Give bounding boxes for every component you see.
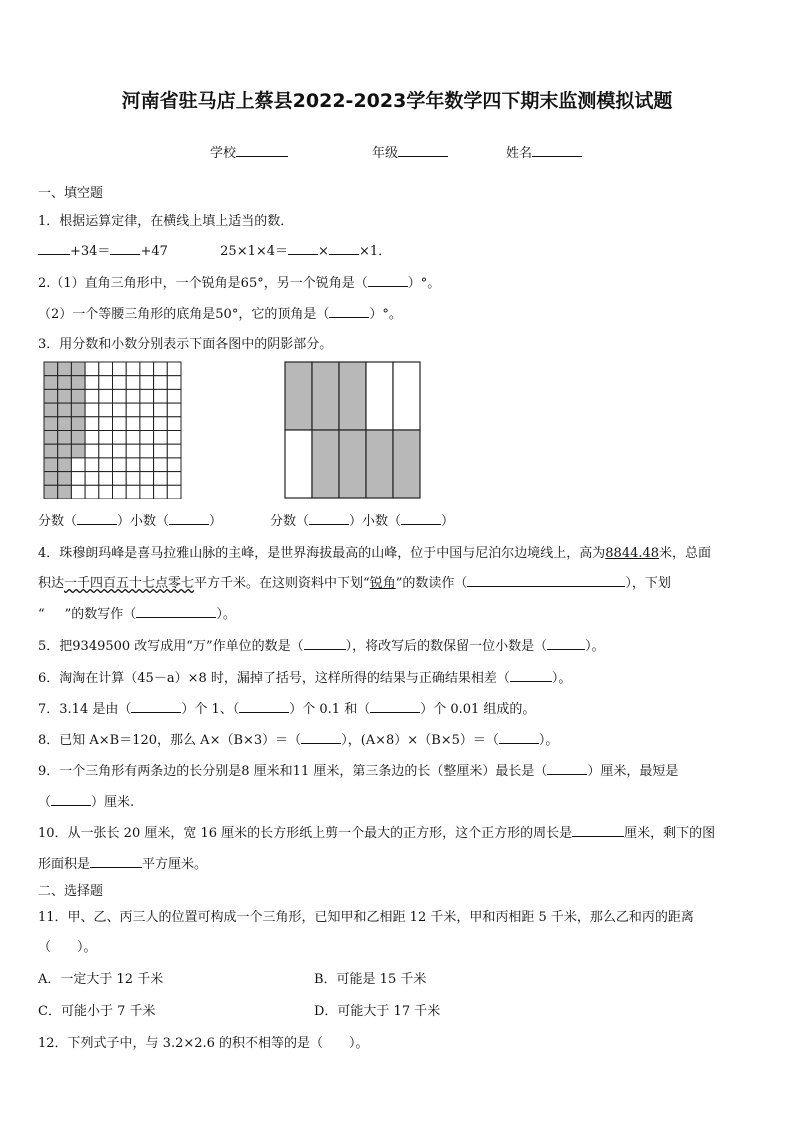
grid-cell-shaded	[58, 362, 72, 376]
strip-cell-shaded	[285, 362, 312, 430]
question-5	[38, 635, 605, 654]
wavy-underlined-number: 一千四百五十七点零七	[64, 576, 195, 591]
grid-cell	[140, 472, 154, 486]
answer-blank[interactable]	[131, 698, 181, 713]
q7-text: ）个 1、（	[181, 702, 240, 717]
grid-cell	[154, 403, 168, 417]
question-2-2	[38, 303, 402, 322]
question-3: 3．用分数和小数分别表示下面各图中的阴影部分。	[38, 337, 333, 352]
grid-cell	[99, 417, 113, 431]
grid-cell	[85, 362, 99, 376]
grid-cell	[167, 403, 181, 417]
grid-cell	[126, 444, 140, 458]
paren-close: ）	[209, 514, 223, 529]
option-d[interactable]: D．可能大于 17 千米	[314, 1004, 441, 1019]
grid-cell	[154, 485, 168, 499]
q2a-text-end: ）°。	[407, 276, 441, 291]
q9-text: 9．一个三角形有两条边的长分别是8 厘米和11 厘米，第三条边的长（整厘米）最长是（	[38, 764, 548, 779]
underlined-number: 8844.48	[605, 546, 660, 561]
q9-text: （	[38, 795, 52, 810]
answer-blank[interactable]	[77, 510, 117, 525]
q4-text: “	[38, 607, 45, 622]
answer-blank[interactable]	[370, 698, 420, 713]
question-11-paren: （ ）。	[38, 940, 97, 955]
grid-cell-shaded	[44, 472, 58, 486]
q1-text-a: +34＝	[70, 244, 111, 259]
answer-blank[interactable]	[547, 635, 585, 650]
grid-cell-shaded	[58, 485, 72, 499]
grade-field[interactable]	[372, 142, 448, 161]
q4-text: 平方千米。在这则资料中下划“	[194, 576, 370, 591]
grid-cell	[140, 403, 154, 417]
grid-cell	[85, 389, 99, 403]
grid-cell	[99, 403, 113, 417]
grid-cell-shaded	[71, 362, 85, 376]
grid-cell	[99, 362, 113, 376]
strip-cell-shaded	[312, 430, 339, 498]
answer-blank[interactable]	[301, 729, 341, 744]
grid-cell	[113, 472, 127, 486]
question-4-line-3	[38, 603, 236, 622]
answer-blank[interactable]	[499, 729, 539, 744]
question-10-line-1	[38, 822, 715, 841]
question-11: 11．甲、乙、丙三人的位置可构成一个三角形，已知甲和乙相距 12 千米，甲和丙相距 5 千米，那么乙和丙的距离	[38, 910, 694, 925]
grid-cell	[167, 417, 181, 431]
q6-text-end: ）。	[551, 671, 572, 686]
grid-cell	[85, 376, 99, 390]
grid-cell	[167, 444, 181, 458]
grid-cell	[154, 458, 168, 472]
question-1: 1．根据运算定律，在横线上填上适当的数．	[38, 214, 294, 229]
q4-text-end: ）。	[216, 607, 236, 622]
grid-cell-shaded	[71, 417, 85, 431]
q5-text: ），将改写后的数保留一位小数是（	[345, 639, 548, 654]
grid-cell-shaded	[71, 376, 85, 390]
answer-blank[interactable]	[90, 853, 142, 868]
q10-text: 厘米，剩下的图	[624, 826, 716, 841]
answer-blank[interactable]	[304, 635, 346, 650]
answer-blank[interactable]	[239, 698, 289, 713]
q10-text: 10．从一张长 20 厘米，宽 16 厘米的长方形纸上剪一个最大的正方形，这个正方形的周长是	[38, 826, 573, 841]
grid-cell	[99, 376, 113, 390]
grid-cell	[99, 472, 113, 486]
grid-cell-shaded	[71, 403, 85, 417]
option-a[interactable]: A．一定大于 12 千米	[38, 972, 164, 987]
page-title: 河南省驻马店上蔡县2022-2023学年数学四下期末监测模拟试题	[121, 90, 673, 112]
answer-blank[interactable]	[510, 667, 552, 682]
grid-cell	[113, 431, 127, 445]
grid-cell	[113, 444, 127, 458]
grid-cell-shaded	[71, 431, 85, 445]
grid-cell	[140, 458, 154, 472]
grid-cell-shaded	[44, 389, 58, 403]
q4-text: ），下划	[625, 576, 671, 591]
grid-cell-shaded	[44, 403, 58, 417]
grid-cell	[113, 403, 127, 417]
grid-cell-shaded	[58, 472, 72, 486]
grid-cell	[113, 376, 127, 390]
grid-cell	[167, 431, 181, 445]
strip-cell	[285, 430, 312, 498]
grid-cell	[140, 389, 154, 403]
grid-cell	[85, 458, 99, 472]
grid-cell-shaded	[44, 417, 58, 431]
question-4-line-2	[38, 572, 671, 591]
answer-blank[interactable]	[572, 822, 624, 837]
grid-cell	[99, 444, 113, 458]
grade-label: 年级	[372, 146, 399, 161]
answer-blank[interactable]	[547, 760, 587, 775]
grid-cell	[140, 431, 154, 445]
grid-cell	[167, 485, 181, 499]
grid-cell	[154, 431, 168, 445]
answer-blank[interactable]	[329, 240, 359, 255]
grid-cell	[167, 389, 181, 403]
grid-cell	[71, 458, 85, 472]
answer-blank[interactable]	[467, 572, 625, 587]
answer-blank[interactable]	[110, 240, 140, 255]
grid-cell	[99, 485, 113, 499]
question-2-1	[38, 272, 440, 291]
grid-cell	[85, 417, 99, 431]
grid-cell	[154, 362, 168, 376]
grid-cell	[85, 472, 99, 486]
grid-cell	[154, 444, 168, 458]
grid-cell-shaded	[58, 458, 72, 472]
decimal-label: ）小数（	[117, 514, 170, 529]
q2b-text: （2）一个等腰三角形的底角是50°，它的顶角是（	[38, 307, 330, 322]
q10-text: 形面积是	[38, 857, 91, 872]
grid-cell	[126, 417, 140, 431]
q9-text: ）厘米，最短是	[587, 764, 679, 779]
q7-text-end: ）个 0.01 组成的。	[420, 702, 536, 717]
q6-text: 6．淘淘在计算（45－a）×8 时，漏掉了括号，这样所得的结果与正确结果相差（	[38, 671, 510, 686]
answer-blank[interactable]	[288, 240, 318, 255]
grid-cell-shaded	[44, 444, 58, 458]
grid-cell	[140, 376, 154, 390]
grid-cell-shaded	[44, 376, 58, 390]
q4-text: 4．珠穆朗玛峰是喜马拉雅山脉的主峰，是世界海拔最高的山峰，位于中国与尼泊尔边境线上，高为	[38, 546, 606, 561]
grid-cell	[154, 376, 168, 390]
fraction-label: 分数（	[38, 514, 78, 529]
question-8	[38, 729, 558, 748]
school-blank[interactable]	[236, 142, 288, 157]
paren-close: ）	[441, 514, 455, 529]
question-9-line-1	[38, 760, 678, 779]
grid-cell	[140, 444, 154, 458]
name-label: 姓名	[506, 146, 533, 161]
q5-text: 5．把9349500 改写成用“万”作单位的数是（	[38, 639, 304, 654]
grid-cell-shaded	[58, 389, 72, 403]
question-12: 12．下列式子中，与 3.2×2.6 的积不相等的是（ ）。	[38, 1036, 369, 1051]
q7-text: ）个 0.1 和（	[289, 702, 371, 717]
grid-cell-shaded	[58, 431, 72, 445]
question-6	[38, 667, 571, 686]
q1-text-b: +47	[140, 244, 168, 259]
grid-cell	[126, 389, 140, 403]
grid-cell-shaded	[58, 403, 72, 417]
strip-cell-shaded	[366, 430, 393, 498]
question-10-line-2	[38, 853, 207, 872]
grid-cell	[126, 376, 140, 390]
fraction-label: 分数（	[270, 514, 310, 529]
grid-cell	[85, 444, 99, 458]
grade-blank[interactable]	[398, 142, 448, 157]
wavy-sample	[45, 607, 65, 622]
grid-cell	[126, 362, 140, 376]
grid-cell-shaded	[44, 485, 58, 499]
q1-text-d: ×	[318, 244, 329, 259]
answer-blank[interactable]	[38, 240, 70, 255]
grid-cell	[140, 362, 154, 376]
grid-cell	[126, 431, 140, 445]
q8-text: 8．已知 A×B＝120，那么 A×（B×3）＝（	[38, 733, 302, 748]
q1-text-e: ×1．	[358, 244, 392, 259]
grid-cell	[167, 458, 181, 472]
q4-text: 积达	[38, 576, 65, 591]
strip-cell-shaded	[339, 430, 366, 498]
grid-cell	[154, 389, 168, 403]
grid-cell-shaded	[44, 431, 58, 445]
grid-cell	[113, 417, 127, 431]
question-7	[38, 698, 535, 717]
figure-1-answer	[38, 510, 222, 529]
strip-cell-shaded	[393, 430, 420, 498]
grid-cell	[167, 376, 181, 390]
grid-cell	[99, 389, 113, 403]
grid-cell-shaded	[58, 444, 72, 458]
question-9-line-2	[38, 791, 134, 810]
q2a-text: 2.（1）直角三角形中，一个锐角是65°，另一个锐角是（	[38, 276, 368, 291]
question-4-line-1	[38, 542, 711, 561]
answer-blank[interactable]	[329, 303, 369, 318]
grid-cell	[126, 472, 140, 486]
grid-cell	[113, 362, 127, 376]
name-field[interactable]	[506, 142, 582, 161]
grid-cell	[99, 431, 113, 445]
grid-cell	[85, 485, 99, 499]
grid-cell	[71, 485, 85, 499]
school-label: 学校	[210, 146, 237, 161]
question-1-blanks	[38, 240, 391, 259]
grid-cell-shaded	[58, 417, 72, 431]
hundred-grid-figure	[43, 361, 182, 499]
grid-cell	[113, 389, 127, 403]
q7-text: 7．3.14 是由（	[38, 702, 132, 717]
q10-text-end: 平方厘米。	[142, 857, 208, 872]
grid-cell	[71, 472, 85, 486]
answer-blank[interactable]	[136, 603, 216, 618]
grid-cell	[126, 458, 140, 472]
grid-cell	[85, 403, 99, 417]
strip-figure	[284, 361, 421, 499]
answer-blank[interactable]	[51, 791, 91, 806]
underline-sample: 锐角	[369, 576, 396, 591]
grid-cell-shaded	[58, 376, 72, 390]
grid-cell	[140, 485, 154, 499]
grid-cell	[154, 417, 168, 431]
q4-text: ”的数读作（	[395, 576, 468, 591]
section-choice: 二、选择题	[38, 884, 104, 899]
answer-blank[interactable]	[401, 510, 441, 525]
q4-text-end: 米，总面	[659, 546, 712, 561]
option-b[interactable]: B．可能是 15 千米	[314, 972, 427, 987]
grid-cell	[99, 458, 113, 472]
strip-cell-shaded	[339, 362, 366, 430]
section-fill-in: 一、填空题	[38, 186, 104, 201]
grid-cell-shaded	[71, 444, 85, 458]
q8-text-end: ）。	[538, 733, 559, 748]
grid-cell	[113, 458, 127, 472]
grid-cell-shaded	[71, 389, 85, 403]
grid-cell	[85, 431, 99, 445]
decimal-label: ）小数（	[349, 514, 402, 529]
q8-text: ），(A×8）×（B×5）＝（	[341, 733, 499, 748]
q1-text-c: 25×1×4＝	[220, 244, 289, 259]
school-field[interactable]	[210, 142, 288, 161]
q4-text: ”的数写作（	[64, 607, 137, 622]
grid-cell-shaded	[44, 458, 58, 472]
grid-cell	[140, 417, 154, 431]
q5-text-end: ）。	[585, 639, 605, 654]
grid-cell	[113, 485, 127, 499]
answer-blank[interactable]	[368, 272, 408, 287]
figure-2-answer	[270, 510, 454, 529]
grid-cell	[167, 472, 181, 486]
name-blank[interactable]	[532, 142, 582, 157]
answer-blank[interactable]	[169, 510, 209, 525]
option-c[interactable]: C．可能小于 7 千米	[38, 1004, 156, 1019]
strip-cell	[393, 362, 420, 430]
q2b-text-end: ）°。	[369, 307, 402, 322]
grid-cell	[167, 362, 181, 376]
answer-blank[interactable]	[309, 510, 349, 525]
grid-cell	[126, 485, 140, 499]
grid-cell-shaded	[44, 362, 58, 376]
grid-cell	[126, 403, 140, 417]
q9-text-end: ）厘米.	[91, 795, 135, 810]
grid-cell	[154, 472, 168, 486]
strip-cell-shaded	[312, 362, 339, 430]
strip-cell	[366, 362, 393, 430]
